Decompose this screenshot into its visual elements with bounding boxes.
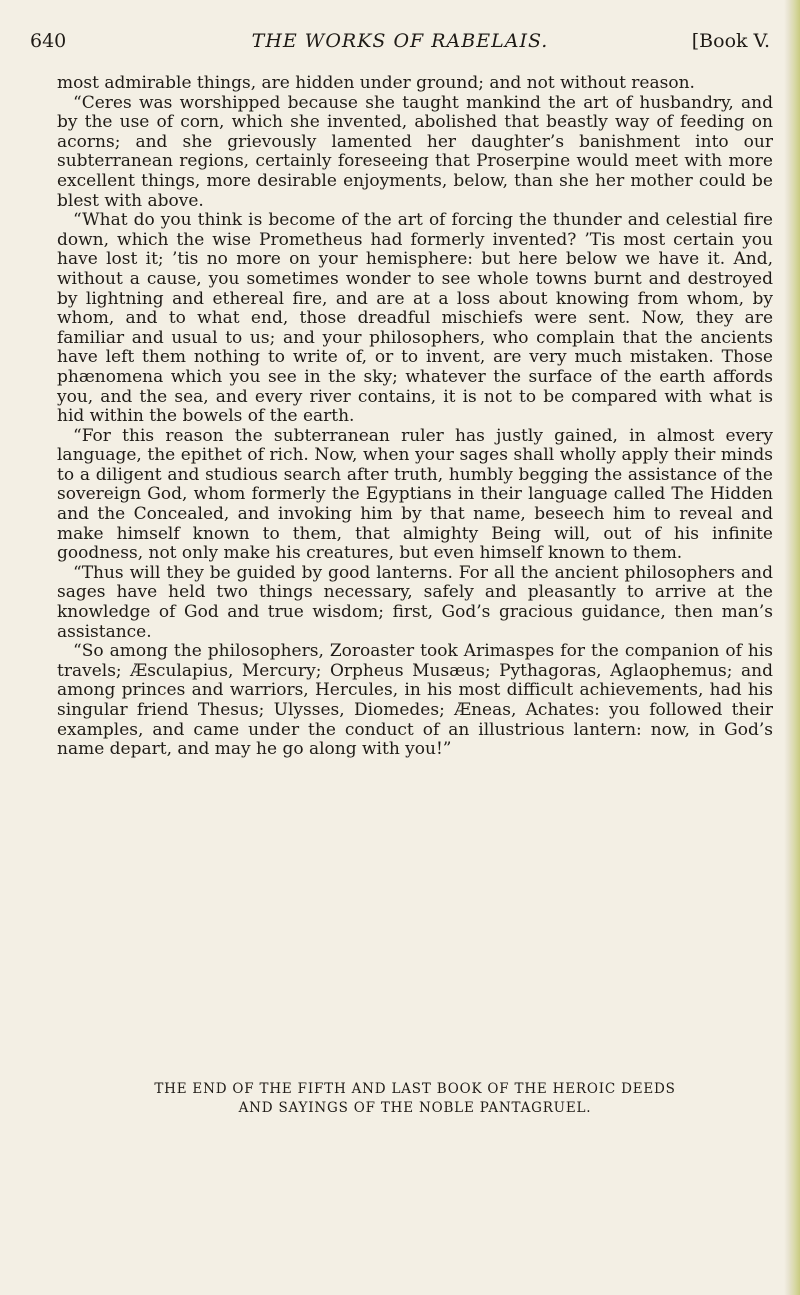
running-header — [30, 30, 770, 60]
paragraph: “For this reason the subterranean ruler has justly gained, in almost every language, the epithet of rich. Now, when your sages shall wholly apply their minds to a diligent and studious search after truth, humbly begging the assistance of the sovereign God, whom formerly the Egyptians in their language called The Hidden and the Concealed, and invoking him by that name, beseech him to reveal and make himself known to them, that almighty Being will, out of his infinite goodness, not only make his creatures, but even himself known to them. — [57, 425, 773, 564]
paragraph: “So among the philosophers, Zoroaster took Arimaspes for the companion of his travels; Æsculapius, Mercury; Orpheus Musæus; Pythagoras, Aglaophemus; and among princes and warriors, Hercules, in his most difficult achievements, had his singular friend Thesus; Ulysses, Diomedes; Æneas, Achates: you followed their examples, and came under the conduct of an illustrious lantern: now, in God’s name depart, and may he go along with you!” — [57, 641, 773, 760]
book-end-colophon — [57, 1080, 773, 1118]
paragraph: “Thus will they be guided by good lanterns. For all the ancient philosophers and sages have held two things necessary, safely and pleasantly to arrive at the knowledge of God and true wisdom; first, God’s gracious guidance, then man’s assistance. — [57, 562, 773, 642]
paragraph: most admirable things, are hidden under ground; and not without reason. — [57, 73, 695, 93]
colophon-line: THE END OF THE FIFTH AND LAST BOOK OF THE HEROIC DEEDS — [154, 1081, 676, 1097]
paragraph: “What do you think is become of the art of forcing the thunder and celestial fire down, which the wise Prometheus had formerly invented? ’Tis most certain you have lost it; ’tis no more on your hemisphere: but here below we have it. And, without a cause, you sometimes wonder to see whole towns burnt and destroyed by lightning and ethereal fire, and are at a loss about knowing from whom, by whom, and to what end, those dreadful mischiefs were sent. Now, they are familiar and usual to us; and your philosophers, who complain that the ancients have left them nothing to write of, or to invent, are very much mistaken. Those phænomena which you see in the sky; whatever the surface of the earth affords you, and the sea, and every river contains, it is not to be compared with what is hid within the bowels of the earth. — [57, 210, 773, 427]
colophon-line: AND SAYINGS OF THE NOBLE PANTAGRUEL. — [238, 1100, 592, 1116]
running-title: THE WORKS OF RABELAIS. — [251, 30, 549, 52]
book-label: [Book V. — [691, 30, 770, 52]
paragraph: “Ceres was worshipped because she taught mankind the art of husbandry, and by the use of corn, which she invented, abolished that beastly way of feeding on acorns; and she grievously lamented her daughter’s banishment into our subterranean regions, certainly foreseeing that Proserpine would meet with more excellent things, more desirable enjoyments, below, than she her mother could be blest with above. — [57, 92, 773, 211]
page-number: 640 — [30, 30, 67, 52]
body-text — [57, 74, 773, 760]
page-edge-shadow — [784, 0, 800, 1295]
